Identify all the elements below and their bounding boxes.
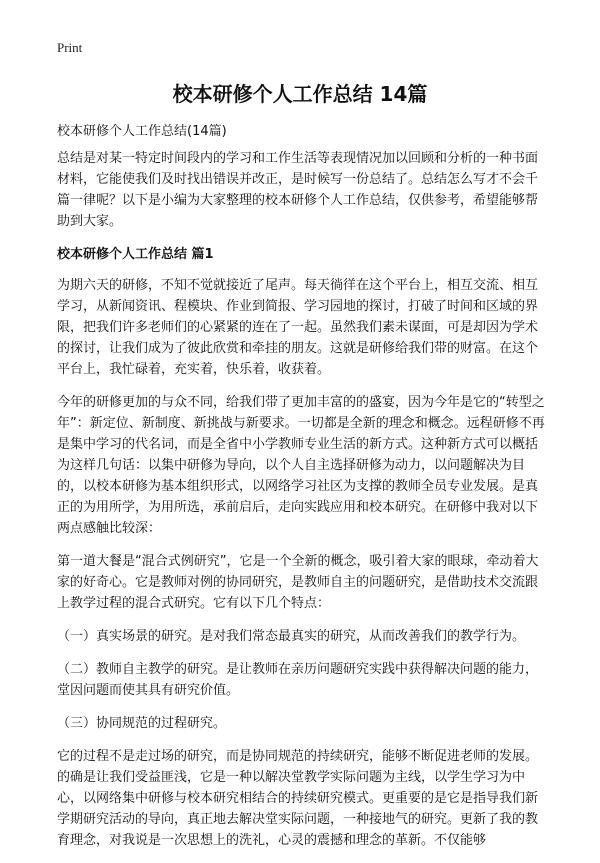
- print-link[interactable]: Print: [57, 40, 83, 55]
- article-body: [57, 148, 545, 863]
- document-title: 校本研修个人工作总结 14篇: [172, 82, 428, 106]
- section-heading: 校本研修个人工作总结 篇1: [57, 247, 214, 262]
- body-paragraph: 今年的研修更加的与众不同，给我们带了更加丰富的的盛宴，因为今年是它的“转型之年”：新定位、新制度、新挑战与新要求。一切都是全新的理念和概念。远程研修不再是集中学习的代名词，而是全省中小学教师专业生活的新方式。这种新方式可以概括为这样几句话：以集中研修为导向，以个人自主选择研修为动力，以问题解决为目的，以校本研修为基本组织形式，以网络学习社区为支撑的教师全员专业发展。是真正的为用所学，为用所选，承前启后，走向实践应用和校本研究。在研修中我对以下两点感触比较深：: [57, 395, 545, 536]
- body-paragraph: 它的过程不是走过场的研究，而是协同规范的持续研究，能够不断促进老师的发展。的确是让我们受益匪浅，它是一种以解决堂教学实际问题为主线，以学生学习为中心，以网络集中研修与校本研究相结合的持续研究模式。更重要的是它是指导我们新学期研究活动的导向，真正地去解决堂实际问题，一种接地气的研究。更新了我的教育理念，对我说是一次思想上的洗礼，心灵的震撼和理念的革新。不仅能够: [57, 749, 539, 848]
- body-paragraph: （三）协同规范的过程研究。: [57, 716, 227, 731]
- intro-paragraph: 总结是对某一特定时间段内的学习和工作生活等表现情况加以回顾和分析的一种书面材料，它能使我们及时找出错误并改正，是时候写一份总结了。总结怎么写才不会千篇一律呢？以下是小编为大家整理的校本研修个人工作总结，仅供参考，希望能够帮助到大家。: [57, 151, 539, 229]
- body-paragraph: 第一道大餐是“混合式例研究”，它是一个全新的概念，吸引着大家的眼球，牵动着大家的好奇心。它是教师对例的协同研究，是教师自主的问题研究，是借助技术交流跟上教学过程的混合式研究。它有以下几个特点：: [57, 554, 539, 611]
- body-paragraph: （二）教师自主教学的研究。是让教师在亲历问题研究实践中获得解决问题的能力，堂因问题而使其具有研究价值。: [57, 662, 539, 698]
- body-paragraph: （一）真实场景的研究。是对我们常态最真实的研究，从而改善我们的教学行为。: [57, 629, 526, 644]
- document-subtitle: 校本研修个人工作总结(14篇): [57, 124, 227, 139]
- body-paragraph: 为期六天的研修，不知不觉就接近了尾声。每天徜徉在这个平台上，相互交流、相互学习，从新闻资讯、程模块、作业到简报、学习园地的探讨，打破了时间和区域的界限，把我们许多老师们的心紧紧的连在了一起。虽然我们素未谋面，可是却因为学术的探讨，让我们成为了彼此欣赏和牵挂的朋友。这就是研修给我们带的财富。在这个平台上，我忙碌着，充实着，快乐着，收获着。: [57, 278, 539, 377]
